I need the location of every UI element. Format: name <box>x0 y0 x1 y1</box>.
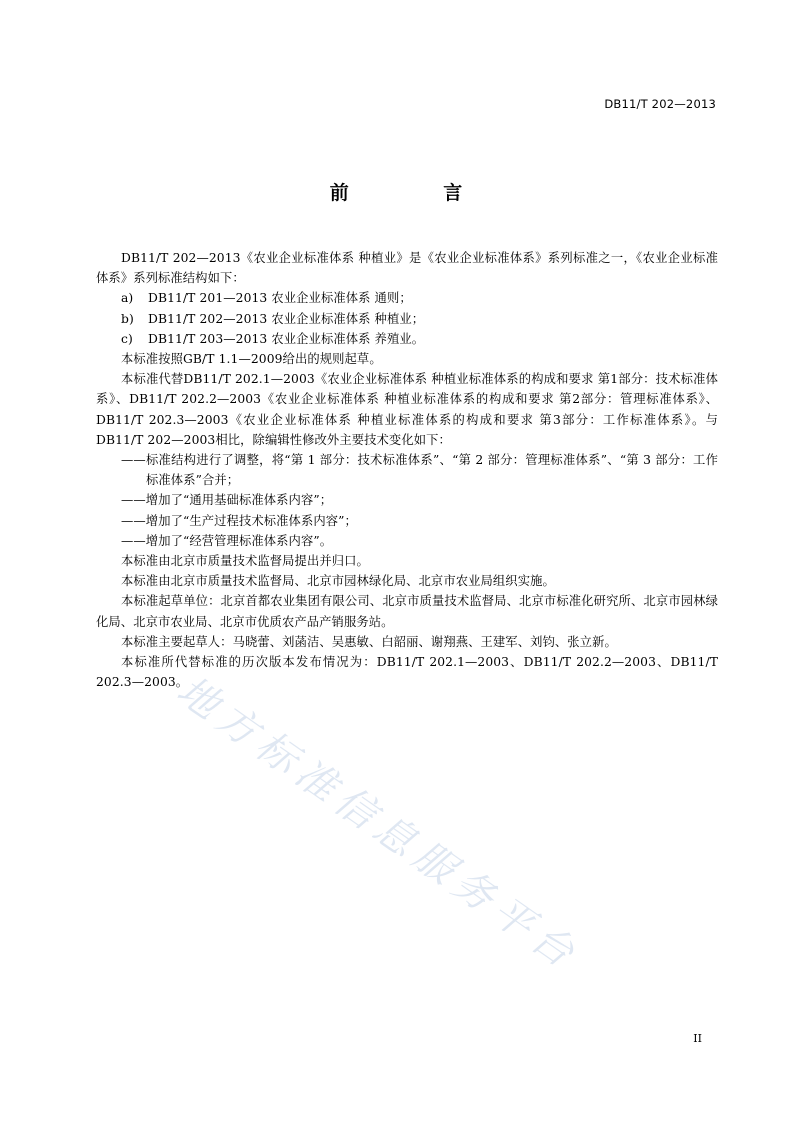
list-marker: c) <box>121 331 133 346</box>
intro-paragraph: DB11/T 202—2013《农业企业标准体系 种植业》是《农业企业标准体系》系列标准之一，《农业企业标准体系》系列标准结构如下： <box>96 251 718 286</box>
change-item: ——增加了“经营管理标准体系内容”。 <box>121 533 333 548</box>
list-marker: a) <box>121 291 134 306</box>
document-code: DB11/T 202—2013 <box>604 97 716 111</box>
version-history-paragraph: 本标准所代替标准的历次版本发布情况为：DB11/T 202.1—2003、DB11/T 202.2—2003、DB11/T 202.3—2003。 <box>96 655 718 690</box>
list-item <box>96 309 718 329</box>
list-marker: b) <box>121 311 134 326</box>
list-item <box>96 288 718 308</box>
page-number: II <box>693 1032 702 1045</box>
drafting-units-paragraph: 本标准起草单位：北京首都农业集团有限公司、北京市质量技术监督局、北京市标准化研究所、北京市园林绿化局、北京市农业局、北京市优质农产品产销服务站。 <box>96 594 718 629</box>
page-title: 前 言 <box>329 182 507 204</box>
proposed-by-paragraph: 本标准由北京市质量技术监督局提出并归口。 <box>121 554 369 569</box>
drafting-rules-paragraph: 本标准按照GB/T 1.1—2009给出的规则起草。 <box>121 352 382 367</box>
list-item-text: DB11/T 201—2013 农业企业标准体系 通则； <box>148 291 412 306</box>
replacement-paragraph: 本标准代替DB11/T 202.1—2003《农业企业标准体系 种植业标准体系的构成和要求 第1部分：技术标准体系》、DB11/T 202.2—2003《农业企业标准体系 种植业标准体系的构成和要求 第2部分：管理标准体系》、DB11/T 202.3—2003《农业企业标准体系 种植业标准体系的构成和要求 第3部分：工作标准体系》。与DB11/T 202—2003相比，除编辑性修改外主要技术变化如下： <box>96 372 718 447</box>
change-item: ——增加了“生产过程技术标准体系内容”； <box>121 513 357 528</box>
list-item-text: DB11/T 203—2013 农业企业标准体系 养殖业。 <box>148 331 425 346</box>
list-item-text: DB11/T 202—2013 农业企业标准体系 种植业； <box>148 311 425 326</box>
change-item: ——标准结构进行了调整，将“第 1 部分：技术标准体系”、“第 2 部分：管理标准体系”、“第 3 部分：工作标准体系”合并； <box>121 453 718 488</box>
list-item <box>96 329 718 349</box>
drafters-paragraph: 本标准主要起草人：马晓蕾、刘菡洁、吴惠敏、白韶丽、谢翔燕、王建军、刘钧、张立新。 <box>121 634 617 649</box>
foreword-body <box>96 248 718 692</box>
change-item: ——增加了“通用基础标准体系内容”； <box>121 493 333 508</box>
watermark: 地方标准信息服务平台 <box>168 667 589 981</box>
implemented-by-paragraph: 本标准由北京市质量技术监督局、北京市园林绿化局、北京市农业局组织实施。 <box>121 574 555 589</box>
